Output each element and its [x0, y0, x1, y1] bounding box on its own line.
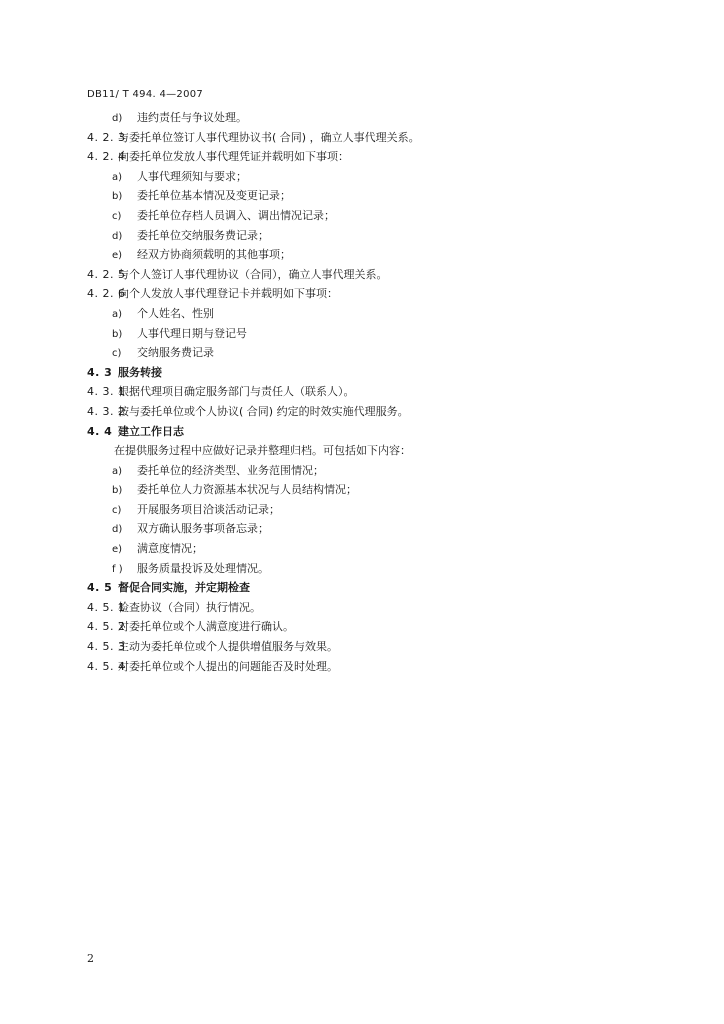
clause — [87, 382, 647, 402]
list-item — [87, 461, 647, 481]
clause-number: 4. 5. 1 — [87, 600, 126, 614]
list-item — [87, 539, 647, 559]
clause — [87, 402, 647, 422]
list-item-label: c) — [112, 348, 122, 360]
section-title: 服务转接 — [118, 365, 162, 379]
page-number: 2 — [87, 952, 94, 965]
clause — [87, 265, 647, 285]
clause-number: 4. 3. 2 — [87, 404, 126, 418]
clause-text: 向个人发放人事代理登记卡并载明如下事项： — [118, 287, 338, 301]
clause — [87, 617, 647, 637]
clause — [87, 284, 647, 304]
list-item — [87, 167, 647, 187]
list-item — [87, 304, 647, 324]
clause — [87, 598, 647, 618]
list-item-label: d) — [112, 113, 123, 124]
section-number: 4. 5 — [87, 581, 113, 595]
list-item-text: 双方确认服务事项备忘录； — [137, 522, 269, 536]
list-item-text: 交纳服务费记录 — [137, 346, 214, 360]
list-item-text: 违约责任与争议处理。 — [137, 111, 247, 124]
clause — [87, 147, 647, 167]
clause-text: 主动为委托单位或个人提供增值服务与效果。 — [118, 640, 338, 654]
list-item-text: 开展服务项目洽谈活动记录； — [137, 502, 280, 516]
clause-number: 4. 5. 3 — [87, 640, 126, 654]
clause — [87, 657, 647, 677]
section-heading — [87, 363, 647, 383]
section-heading — [87, 578, 647, 598]
section-title: 建立工作日志 — [118, 424, 184, 438]
clause-text: 向委托单位发放人事代理凭证并载明如下事项： — [118, 150, 349, 164]
list-item-label: a) — [112, 171, 123, 183]
list-item-label: c) — [112, 210, 122, 222]
clause-text: 按与委托单位或个人协议( 合同) 约定的时效实施代理服务。 — [118, 404, 409, 418]
list-item-text: 委托单位的经济类型、业务范围情况； — [137, 463, 324, 477]
list-item-text: 委托单位基本情况及变更记录； — [137, 189, 291, 203]
list-item — [87, 206, 647, 226]
list-item-text: 满意度情况； — [137, 542, 203, 556]
list-item-label: d) — [112, 230, 123, 242]
clause — [87, 128, 647, 148]
clause-number: 4. 2. 6 — [87, 287, 126, 301]
list-item-label: b) — [112, 191, 123, 203]
list-item-label: c) — [112, 504, 122, 516]
list-item — [87, 480, 647, 500]
clause-text: 检查协议（合同）执行情况。 — [118, 600, 261, 614]
list-item — [87, 108, 647, 128]
section-heading — [87, 422, 647, 442]
clause-number: 4. 5. 4 — [87, 659, 126, 673]
clause-number: 4. 5. 2 — [87, 620, 126, 634]
section-title: 督促合同实施，并定期检查 — [118, 581, 250, 595]
clause-text: 根据代理项目确定服务部门与责任人（联系人）。 — [118, 385, 355, 399]
clause-text: 与委托单位签订人事代理协议书( 合同) ，确立人事代理关系。 — [118, 130, 420, 144]
list-item-label: e) — [112, 544, 123, 556]
list-item-label: b) — [112, 328, 123, 340]
list-item-text: 人事代理须知与要求； — [137, 169, 247, 183]
list-item-label: d) — [112, 524, 123, 536]
list-item-text: 个人姓名、性别 — [137, 306, 214, 320]
list-item — [87, 559, 647, 579]
section-number: 4. 3 — [87, 365, 113, 379]
document-body — [87, 108, 647, 676]
list-item-text: 经双方协商须载明的其他事项； — [137, 248, 291, 262]
clause-number: 4. 3. 1 — [87, 385, 126, 399]
list-item-label: a) — [112, 465, 123, 477]
clause-text: 对委托单位或个人满意度进行确认。 — [118, 620, 294, 634]
document-header: DB11/ T 494. 4—2007 — [87, 89, 204, 100]
clause-number: 4. 2. 4 — [87, 150, 126, 164]
list-item — [87, 324, 647, 344]
list-item-label: f ) — [112, 563, 123, 575]
list-item — [87, 500, 647, 520]
list-item-label: a) — [112, 308, 123, 320]
clause-text: 与个人签订人事代理协议（合同），确立人事代理关系。 — [118, 267, 388, 281]
list-item-text: 人事代理日期与登记号 — [137, 326, 247, 340]
list-item-text: 委托单位人力资源基本状况与人员结构情况； — [137, 483, 357, 497]
clause-number: 4. 2. 3 — [87, 130, 126, 144]
list-item-text: 委托单位交纳服务费记录； — [137, 228, 269, 242]
paragraph: 在提供服务过程中应做好记录并整理归档。可包括如下内容： — [114, 444, 411, 458]
section-number: 4. 4 — [87, 424, 113, 438]
list-item — [87, 245, 647, 265]
list-item-text: 委托单位存档人员调入、调出情况记录； — [137, 208, 335, 222]
list-item-label: e) — [112, 250, 123, 262]
list-item — [87, 226, 647, 246]
list-item-text: 服务质量投诉及处理情况。 — [137, 561, 269, 575]
list-item — [87, 186, 647, 206]
list-item — [87, 519, 647, 539]
clause — [87, 637, 647, 657]
clause-number: 4. 2. 5 — [87, 267, 126, 281]
list-item — [87, 343, 647, 363]
clause-text: 对委托单位或个人提出的问题能否及时处理。 — [118, 659, 338, 673]
list-item-label: b) — [112, 485, 123, 497]
